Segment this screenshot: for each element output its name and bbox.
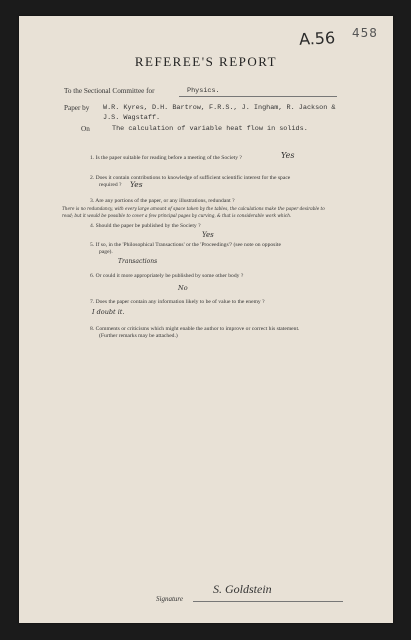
on-label: On (81, 125, 90, 133)
signature: S. Goldstein (213, 582, 272, 596)
page-title: REFEREE'S REPORT (134, 54, 278, 69)
question-8-line1: 8. Comments or criticisms which might enable the author to improve or correct his statement. (90, 326, 300, 332)
paper-subject: The calculation of variable heat flow in solids. (112, 125, 308, 133)
answer-2: Yes (130, 180, 143, 189)
committee-value: Physics. (187, 87, 220, 95)
report-form (19, 16, 393, 623)
signature-underline (193, 601, 343, 602)
page-number: 458 (352, 26, 378, 40)
committee-label: To the Sectional Committee for (64, 87, 155, 95)
reference-code: A.56 (298, 28, 336, 49)
answer-6: No (178, 284, 188, 292)
question-2-line1: 2. Does it contain contributions to knowledge of sufficient scientific interest for the space (90, 175, 291, 181)
answer-4: Yes (202, 231, 214, 239)
question-4: 4. Should the paper be published by the Society ? (90, 223, 201, 229)
question-1: 1. Is the paper suitable for reading before a meeting of the Society ? (90, 155, 242, 161)
signature-label: Signature (156, 595, 183, 603)
answer-7: I doubt it. (92, 308, 125, 316)
answer-5: Transactions (118, 258, 158, 265)
question-8-line2: (Further remarks may be attached.) (99, 333, 178, 339)
answer-1: Yes (281, 151, 295, 160)
question-6: 6. Or could it more appropriately be published by some other body ? (90, 273, 244, 279)
paper-authors-line1: W.R. Kyres, D.H. Bartrow, F.R.S., J. Ingham, R. Jackson & (103, 104, 336, 112)
paper-authors-line2: J.S. Wagstaff. (103, 114, 161, 122)
committee-underline (179, 96, 337, 97)
question-3: 3. Are any portions of the paper, or any illustrations, redundant ? (90, 198, 235, 204)
question-5-line2: page). (99, 249, 113, 255)
paper-by-label: Paper by (64, 104, 90, 112)
question-5-line1: 5. If so, in the 'Philosophical Transactions' or the 'Proceedings'? (see note on opposite (90, 242, 281, 248)
answer-3-line2: read; but it would be possible to cover a few principal pages by curving, & that is considerable work which. (62, 213, 292, 218)
question-2-line2: required ? (99, 182, 122, 188)
question-7: 7. Does the paper contain any information likely to be of value to the enemy ? (90, 299, 265, 305)
answer-3-line1: There is no redundancy, with every large amount of space taken by the tables, the calculations make the paper desirable to (62, 206, 325, 211)
